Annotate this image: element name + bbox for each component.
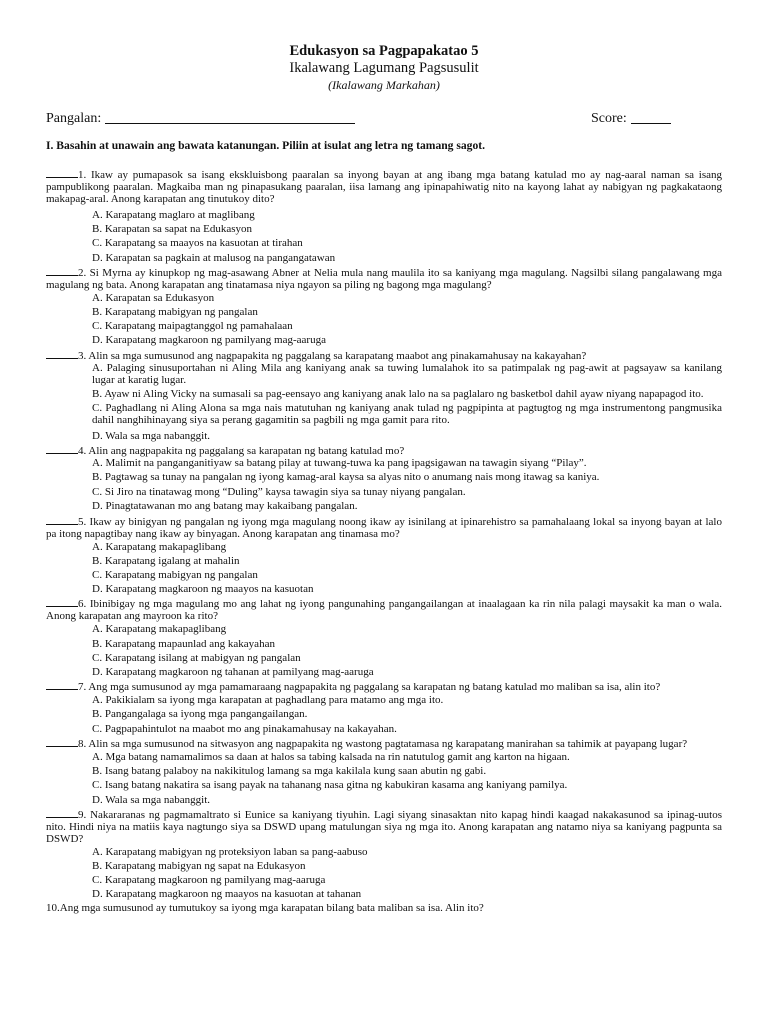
answer-blank[interactable] bbox=[46, 514, 78, 525]
question-list bbox=[46, 167, 722, 914]
question-text: 2. Si Myrna ay kinupkop ng mag-asawang Abner at Nelia mula nang maulila ito sa kaniyang mga magulang. Nagsilbi silang pangalawang mga magulang ng bata. Anong karapatan ang tinatamasa niya ngayon sa piling ng bagong mga magulang? bbox=[46, 266, 722, 291]
question-6 bbox=[46, 596, 722, 622]
answer-blank[interactable] bbox=[46, 679, 78, 690]
question-text: 4. Alin ang nagpapakita ng paggalang sa karapatan ng batang katulad mo? bbox=[78, 444, 405, 457]
option-a: A. Karapatang maglaro at maglibang bbox=[92, 209, 255, 221]
instructions: I. Basahin at unawain ang bawata katanungan. Piliin at isulat ang letra ng tamang sagot. bbox=[46, 139, 486, 152]
option-a: A. Palaging sinusuportahan ni Aling Mila ang kaniyang anak sa tuwing lumalahok ito sa patimpalak ng pag-awit at pagsayaw sa kanilang lugar at karatig lugar. bbox=[92, 361, 722, 386]
option-c: C. Paghadlang ni Aling Alona sa mga nais matutuhan ng kaniyang anak tulad ng pagpipinta at pagtugtog ng mga instrumentong pangmusika dahil nanghihinayang siya sa perang gagamitin sa pagbili ng mga gamit para rito. bbox=[92, 402, 722, 427]
option-c: C. Karapatang mabigyan ng pangalan bbox=[92, 569, 258, 582]
option-c: C. Pagpapahintulot na maabot mo ang pinakamahusay na kakayahan. bbox=[92, 722, 397, 735]
question-2 bbox=[46, 265, 722, 291]
option-b: B. Pagtawag sa tunay na pangalan ng iyong kamag-aral kaysa sa alyas nito o anumang nais mong itawag sa kaniya. bbox=[92, 471, 600, 484]
option-c: C. Karapatang magkaroon ng pamilyang mag-aaruga bbox=[92, 874, 326, 887]
quarter-label: (Ikalawang Markahan) bbox=[328, 78, 440, 92]
option-a: A. Karapatang makapaglibang bbox=[92, 623, 227, 636]
option-b: B. Karapatang igalang at mahalin bbox=[92, 554, 240, 567]
answer-blank[interactable] bbox=[46, 348, 78, 359]
option-d: D. Karapatang magkaroon ng tahanan at pamilyang mag-aaruga bbox=[92, 666, 374, 679]
question-10 bbox=[46, 902, 722, 914]
question-7 bbox=[46, 679, 722, 693]
option-a: A. Malimit na panganganitiyaw sa batang pilay at tuwang-tuwa ka pang ipagsigawan na tawagin siyang “Pilay”. bbox=[92, 456, 587, 469]
option-b: B. Pangangalaga sa iyong mga pangangailangan. bbox=[92, 708, 308, 721]
answer-blank[interactable] bbox=[46, 167, 78, 178]
option-d: D. Wala sa mga nabanggit. bbox=[92, 429, 211, 442]
score-blank-line[interactable] bbox=[631, 109, 671, 124]
exam-title: Edukasyon sa Pagpapakatao 5 bbox=[289, 43, 479, 59]
option-c: C. Karapatang sa maayos na kasuotan at tirahan bbox=[92, 237, 303, 250]
question-text: 10.Ang mga sumusunod ay tumutukoy sa iyong mga karapatan bilang bata maliban sa isa. Alin ito? bbox=[46, 901, 484, 914]
option-b: B. Karapatang mapaunlad ang kakayahan bbox=[92, 637, 275, 650]
option-b: B. Karapatan sa sapat na Edukasyon bbox=[92, 223, 253, 236]
answer-blank[interactable] bbox=[46, 265, 78, 276]
question-9 bbox=[46, 807, 722, 845]
answer-blank[interactable] bbox=[46, 596, 78, 607]
option-a: A. Karapatang makapaglibang bbox=[92, 540, 227, 553]
question-1 bbox=[46, 167, 722, 205]
question-text: 3. Alin sa mga sumusunod ang nagpapakita ng paggalang sa karapatang maabot ang pinakamahusay na kakayahan? bbox=[78, 349, 587, 362]
score-field bbox=[591, 109, 671, 127]
name-score-row bbox=[46, 109, 726, 127]
option-c: C. Si Jiro na tinatawag mong “Duling” kaysa tawagin siya sa tunay niyang pangalan. bbox=[92, 486, 466, 499]
name-blank-line[interactable] bbox=[105, 109, 355, 124]
option-b: B. Isang batang palaboy na nakikitulog lamang sa mga kakilala kung saan abutin ng gabi. bbox=[92, 765, 487, 778]
option-a: A. Karapatan sa Edukasyon bbox=[92, 291, 215, 304]
answer-blank[interactable] bbox=[46, 736, 78, 747]
name-label: Pangalan: bbox=[46, 111, 102, 126]
option-b: B. Karapatang mabigyan ng pangalan bbox=[92, 306, 258, 319]
answer-blank[interactable] bbox=[46, 443, 78, 454]
question-text: 8. Alin sa mga sumusunod na sitwasyon ang nagpapakita ng wastong pagtatamasa ng karapatang manirahan sa tahimik at payapang lugar? bbox=[78, 737, 688, 750]
option-d: D. Karapatan sa pagkain at malusog na pangangatawan bbox=[92, 251, 336, 264]
question-text: 9. Nakararanas ng pagmamaltrato si Eunice sa kaniyang tiyuhin. Lagi siyang sinasaktan nito kapag hindi kaagad nakakasunod sa ipinag-uutos nito. Hindi niya na matiis kaya nagtungo siya sa DSWD upang matulungan siya ng mga ito. Anong karapatan ang natamo niya sa kaniyang pagpunta sa DSWD? bbox=[46, 808, 722, 845]
option-a: A. Mga batang namamalimos sa daan at halos sa tabing kalsada na rin natutulog gamit ang karton na higaan. bbox=[92, 750, 570, 763]
option-c: C. Karapatang isilang at mabigyan ng pangalan bbox=[92, 651, 301, 664]
option-c: C. Karapatang maipagtanggol ng pamahalaan bbox=[92, 320, 293, 333]
exam-subtitle: Ikalawang Lagumang Pagsusulit bbox=[289, 60, 479, 76]
option-a: A. Pakikialam sa iyong mga karapatan at paghadlang para matamo ang mga ito. bbox=[92, 694, 444, 707]
question-5 bbox=[46, 514, 722, 540]
question-3 bbox=[46, 348, 722, 362]
question-text: 7. Ang mga sumusunod ay mga pamamaraang nagpapakita ng paggalang sa karapatan ng batang katulad mo maliban sa isa, alin ito? bbox=[78, 681, 661, 694]
question-text: 6. Ibinibigay ng mga magulang mo ang lahat ng iyong pangunahing pangangailangan at inaalagaan ka rin nila palagi maysakit ka man o wala. Anong karapatan ang mayroon ka rito? bbox=[46, 598, 722, 623]
question-text: 1. Ikaw ay pumapasok sa isang ekskluisbong paaralan sa inyong bayan at ang ibang mga batang katulad mo ay nag-aaral naman sa isang pampublikong paaralan. Magkaiba man ng pinapasukang paaralan, iisa lamang ang ipinapahiwatig nito na kayong lahat ay nabigyan ng pagkakataong makapag-aral. Anong karapatan ang tinutukoy dito? bbox=[46, 169, 722, 205]
option-d: D. Pinagtatawanan mo ang batang may kakaibang pangalan. bbox=[92, 500, 358, 513]
option-d: D. Karapatang magkaroon ng maayos na kasuotan bbox=[92, 583, 314, 596]
option-b: B. Karapatang mabigyan ng sapat na Edukasyon bbox=[92, 859, 306, 872]
option-b: B. Ayaw ni Aling Vicky na sumasali sa pag-eensayo ang kaniyang anak lalo na sa paglalaro ng basketbol dahil ayaw niyang napapagod ito. bbox=[92, 388, 704, 401]
option-d: D. Karapatang magkaroon ng pamilyang mag-aaruga bbox=[92, 334, 326, 347]
answer-blank[interactable] bbox=[46, 807, 78, 818]
score-label: Score: bbox=[591, 111, 627, 126]
question-4 bbox=[46, 443, 722, 457]
option-c: C. Isang batang nakatira sa isang payak na tahanang nasa gitna ng kabukiran kasama ang kaniyang pamilya. bbox=[92, 779, 568, 792]
option-d: D. Wala sa mga nabanggit. bbox=[92, 793, 211, 806]
question-8 bbox=[46, 736, 722, 750]
question-text: 5. Ikaw ay binigyan ng pangalan ng iyong mga magulang noong ikaw ay isinilang at ipinarehistro sa pamahalaang lokal sa inyong bayan at lalo pa itong napagtibay nang ikaw ay binyagan. Anong karapatan ang tinamasa mo? bbox=[46, 515, 722, 540]
option-a: A. Karapatang mabigyan ng proteksiyon laban sa pang-aabuso bbox=[92, 845, 368, 858]
option-d: D. Karapatang magkaroon ng maayos na kasuotan at tahanan bbox=[92, 888, 362, 901]
